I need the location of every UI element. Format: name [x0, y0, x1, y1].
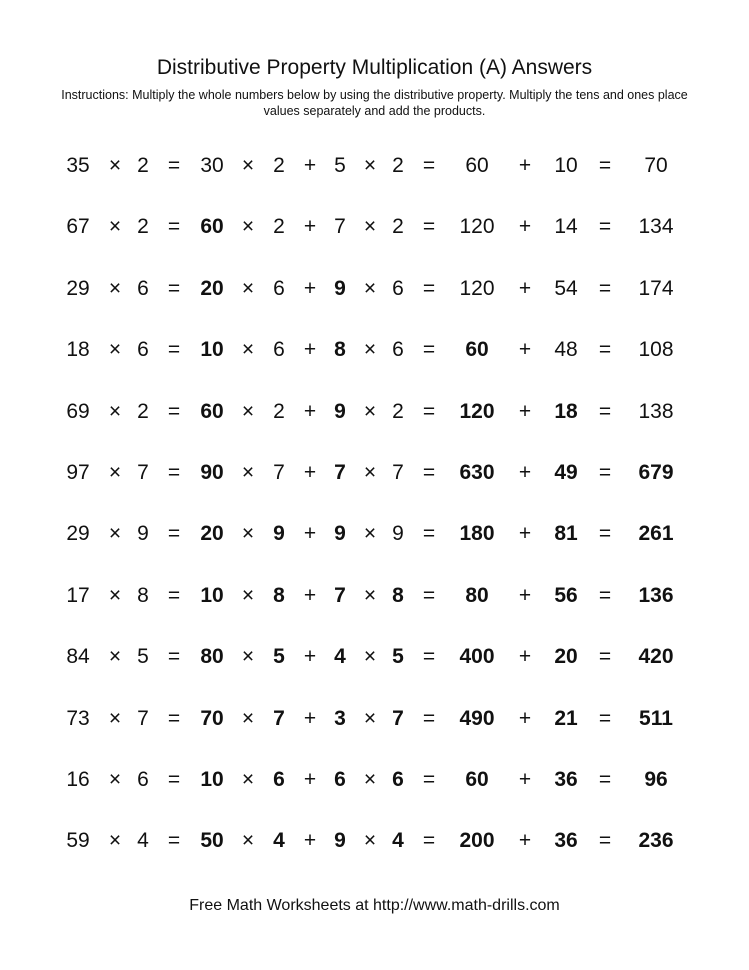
times-sign: ×: [363, 154, 377, 177]
multiplier: 6: [137, 276, 149, 300]
tens-product: 490: [459, 706, 495, 730]
ones-part: 5: [334, 154, 346, 177]
ones-multiplier: 6: [392, 768, 404, 791]
times-sign: ×: [241, 399, 255, 423]
multiplier: 2: [137, 399, 149, 423]
tens-product: 60: [465, 154, 489, 177]
times-sign: ×: [363, 706, 377, 730]
multiplier: 7: [137, 461, 149, 484]
multiplicand: 67: [66, 215, 90, 239]
tens-multiplier: 2: [273, 154, 285, 177]
answer: 261: [638, 522, 674, 546]
tens-product: 60: [465, 768, 489, 791]
equals-sign: =: [422, 645, 436, 669]
plus-sign: +: [518, 338, 532, 362]
plus-sign: +: [303, 215, 317, 239]
answer: 236: [638, 829, 674, 853]
times-sign: ×: [241, 461, 255, 484]
ones-part: 3: [334, 706, 346, 730]
tens-part: 60: [200, 215, 224, 239]
multiplier: 2: [137, 154, 149, 177]
ones-product: 36: [554, 768, 578, 791]
multiplicand: 29: [66, 276, 90, 300]
plus-sign: +: [518, 645, 532, 669]
equals-sign: =: [167, 461, 181, 484]
plus-sign: +: [518, 829, 532, 853]
ones-part: 7: [334, 215, 346, 239]
equals-sign: =: [422, 276, 436, 300]
equals-sign: =: [598, 399, 612, 423]
plus-sign: +: [303, 768, 317, 791]
times-sign: ×: [363, 338, 377, 362]
problem-row: [0, 150, 749, 182]
multiplier: 9: [137, 522, 149, 546]
multiplicand: 84: [66, 645, 90, 669]
equals-sign: =: [598, 706, 612, 730]
times-sign: ×: [108, 645, 122, 669]
problem-row: [0, 457, 749, 489]
plus-sign: +: [303, 154, 317, 177]
equals-sign: =: [598, 768, 612, 791]
multiplicand: 59: [66, 829, 90, 853]
equals-sign: =: [422, 829, 436, 853]
ones-multiplier: 7: [392, 461, 404, 484]
ones-product: 48: [554, 338, 578, 362]
multiplier: 4: [137, 829, 149, 853]
plus-sign: +: [518, 461, 532, 484]
equals-sign: =: [167, 583, 181, 607]
ones-product: 54: [554, 276, 578, 300]
tens-part: 10: [200, 768, 224, 791]
equals-sign: =: [167, 522, 181, 546]
equals-sign: =: [167, 154, 181, 177]
equals-sign: =: [422, 706, 436, 730]
multiplier: 6: [137, 338, 149, 362]
plus-sign: +: [303, 522, 317, 546]
times-sign: ×: [108, 768, 122, 791]
tens-part: 50: [200, 829, 224, 853]
problem-row: [0, 703, 749, 735]
multiplicand: 17: [66, 583, 90, 607]
tens-multiplier: 2: [273, 399, 285, 423]
times-sign: ×: [241, 215, 255, 239]
tens-multiplier: 7: [273, 706, 285, 730]
times-sign: ×: [241, 522, 255, 546]
tens-multiplier: 6: [273, 276, 285, 300]
equals-sign: =: [422, 154, 436, 177]
times-sign: ×: [363, 461, 377, 484]
tens-product: 60: [465, 338, 489, 362]
multiplicand: 18: [66, 338, 90, 362]
tens-product: 400: [459, 645, 495, 669]
plus-sign: +: [303, 399, 317, 423]
ones-part: 7: [334, 461, 346, 484]
tens-part: 10: [200, 583, 224, 607]
answer: 136: [638, 583, 674, 607]
tens-part: 60: [200, 399, 224, 423]
equals-sign: =: [422, 461, 436, 484]
plus-sign: +: [303, 583, 317, 607]
plus-sign: +: [303, 461, 317, 484]
answer: 174: [638, 276, 674, 300]
answer: 511: [639, 706, 673, 730]
equals-sign: =: [422, 215, 436, 239]
problem-row: [0, 273, 749, 305]
ones-part: 9: [334, 276, 346, 300]
plus-sign: +: [518, 154, 532, 177]
times-sign: ×: [108, 461, 122, 484]
times-sign: ×: [241, 154, 255, 177]
ones-product: 14: [554, 215, 578, 239]
problem-row: [0, 518, 749, 550]
multiplier: 6: [137, 768, 149, 791]
ones-multiplier: 7: [392, 706, 404, 730]
tens-part: 80: [200, 645, 224, 669]
times-sign: ×: [108, 215, 122, 239]
plus-sign: +: [518, 706, 532, 730]
plus-sign: +: [518, 583, 532, 607]
multiplier: 5: [137, 645, 149, 669]
ones-multiplier: 6: [392, 276, 404, 300]
equals-sign: =: [422, 583, 436, 607]
plus-sign: +: [303, 829, 317, 853]
ones-multiplier: 8: [392, 583, 404, 607]
ones-part: 8: [334, 338, 346, 362]
times-sign: ×: [241, 338, 255, 362]
plus-sign: +: [303, 338, 317, 362]
ones-multiplier: 2: [392, 154, 404, 177]
multiplier: 7: [137, 706, 149, 730]
ones-product: 20: [554, 645, 578, 669]
tens-product: 120: [459, 276, 495, 300]
times-sign: ×: [241, 768, 255, 791]
ones-part: 7: [334, 583, 346, 607]
problem-row: [0, 211, 749, 243]
worksheet-instructions: Instructions: Multiply the whole numbers below by using the distributive property. Multiply the tens and ones place values separately and add the products.: [61, 88, 688, 118]
times-sign: ×: [108, 154, 122, 177]
tens-product: 120: [459, 215, 495, 239]
times-sign: ×: [108, 399, 122, 423]
tens-product: 80: [465, 583, 489, 607]
plus-sign: +: [518, 399, 532, 423]
equals-sign: =: [598, 829, 612, 853]
multiplicand: 29: [66, 522, 90, 546]
times-sign: ×: [241, 276, 255, 300]
equals-sign: =: [422, 338, 436, 362]
ones-multiplier: 6: [392, 338, 404, 362]
multiplicand: 69: [66, 399, 90, 423]
equals-sign: =: [598, 154, 612, 177]
tens-part: 10: [200, 338, 224, 362]
ones-part: 6: [334, 768, 346, 791]
times-sign: ×: [241, 583, 255, 607]
equals-sign: =: [167, 768, 181, 791]
tens-product: 630: [459, 461, 495, 484]
multiplier: 2: [137, 215, 149, 239]
times-sign: ×: [108, 276, 122, 300]
times-sign: ×: [241, 829, 255, 853]
ones-part: 9: [334, 829, 346, 853]
ones-product: 56: [554, 583, 578, 607]
equals-sign: =: [598, 215, 612, 239]
problem-row: [0, 764, 749, 796]
answer: 134: [638, 215, 674, 239]
equals-sign: =: [422, 522, 436, 546]
ones-multiplier: 5: [392, 645, 404, 669]
problem-row: [0, 396, 749, 428]
equals-sign: =: [422, 768, 436, 791]
ones-product: 21: [554, 706, 578, 730]
answer: 420: [638, 645, 674, 669]
tens-product: 180: [459, 522, 495, 546]
tens-multiplier: 8: [273, 583, 285, 607]
equals-sign: =: [598, 338, 612, 362]
ones-multiplier: 2: [392, 399, 404, 423]
tens-product: 120: [459, 399, 495, 423]
tens-part: 20: [200, 276, 224, 300]
multiplier: 8: [137, 583, 149, 607]
ones-product: 81: [554, 522, 578, 546]
times-sign: ×: [108, 829, 122, 853]
tens-part: 20: [200, 522, 224, 546]
tens-multiplier: 6: [273, 338, 285, 362]
tens-part: 30: [200, 154, 224, 177]
times-sign: ×: [108, 706, 122, 730]
ones-product: 18: [554, 399, 578, 423]
equals-sign: =: [598, 461, 612, 484]
times-sign: ×: [363, 829, 377, 853]
multiplicand: 16: [66, 768, 90, 791]
plus-sign: +: [518, 215, 532, 239]
tens-part: 90: [200, 461, 224, 484]
plus-sign: +: [303, 706, 317, 730]
ones-multiplier: 4: [392, 829, 404, 853]
plus-sign: +: [518, 768, 532, 791]
worksheet-title: Distributive Property Multiplication (A) Answers: [156, 56, 593, 79]
multiplicand: 97: [66, 461, 90, 484]
times-sign: ×: [363, 399, 377, 423]
answer: 138: [638, 399, 674, 423]
ones-product: 36: [554, 829, 578, 853]
equals-sign: =: [598, 522, 612, 546]
equals-sign: =: [167, 276, 181, 300]
multiplicand: 73: [66, 706, 90, 730]
equals-sign: =: [598, 645, 612, 669]
equals-sign: =: [167, 829, 181, 853]
equals-sign: =: [598, 276, 612, 300]
times-sign: ×: [108, 583, 122, 607]
times-sign: ×: [363, 276, 377, 300]
equals-sign: =: [167, 706, 181, 730]
plus-sign: +: [518, 276, 532, 300]
ones-part: 4: [334, 645, 346, 669]
problem-row: [0, 580, 749, 612]
ones-product: 10: [554, 154, 578, 177]
footer-credit: Free Math Worksheets at http://www.math-drills.com: [189, 897, 560, 914]
answer: 679: [638, 461, 674, 484]
tens-multiplier: 5: [273, 645, 285, 669]
plus-sign: +: [303, 645, 317, 669]
times-sign: ×: [363, 215, 377, 239]
tens-multiplier: 6: [273, 768, 285, 791]
plus-sign: +: [303, 276, 317, 300]
equals-sign: =: [167, 399, 181, 423]
answer: 70: [644, 154, 668, 177]
ones-multiplier: 9: [392, 522, 404, 546]
times-sign: ×: [363, 583, 377, 607]
times-sign: ×: [241, 706, 255, 730]
answer: 108: [638, 338, 674, 362]
problem-row: [0, 641, 749, 673]
equals-sign: =: [167, 645, 181, 669]
answer: 96: [644, 768, 668, 791]
times-sign: ×: [241, 645, 255, 669]
plus-sign: +: [518, 522, 532, 546]
times-sign: ×: [363, 768, 377, 791]
tens-multiplier: 2: [273, 215, 285, 239]
ones-product: 49: [554, 461, 578, 484]
times-sign: ×: [363, 645, 377, 669]
tens-product: 200: [459, 829, 495, 853]
equals-sign: =: [598, 583, 612, 607]
tens-multiplier: 9: [273, 522, 285, 546]
tens-part: 70: [200, 706, 224, 730]
tens-multiplier: 7: [273, 461, 285, 484]
ones-part: 9: [334, 522, 346, 546]
equals-sign: =: [167, 338, 181, 362]
ones-multiplier: 2: [392, 215, 404, 239]
problem-row: [0, 334, 749, 366]
multiplicand: 35: [66, 154, 90, 177]
times-sign: ×: [363, 522, 377, 546]
times-sign: ×: [108, 522, 122, 546]
times-sign: ×: [108, 338, 122, 362]
tens-multiplier: 4: [273, 829, 285, 853]
equals-sign: =: [422, 399, 436, 423]
equals-sign: =: [167, 215, 181, 239]
problem-row: [0, 825, 749, 857]
ones-part: 9: [334, 399, 346, 423]
